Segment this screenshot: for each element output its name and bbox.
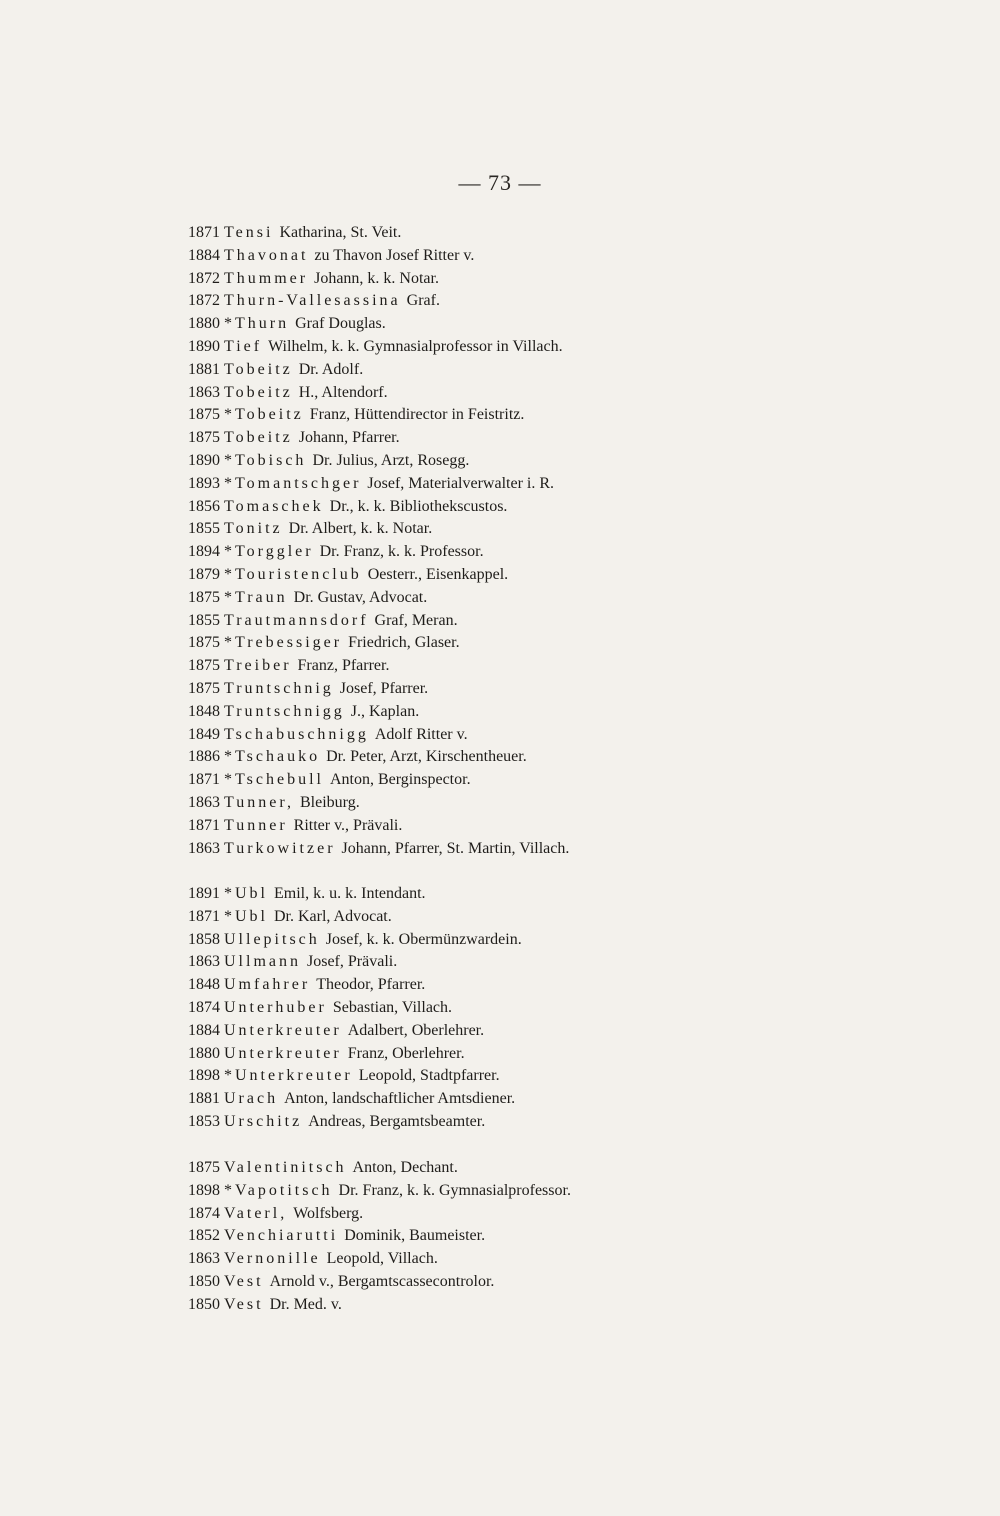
entry-year: 1872 xyxy=(188,269,220,287)
entry-name: Thavonat xyxy=(224,246,309,264)
entry-details: Graf Douglas. xyxy=(295,315,386,333)
entry-details: Josef, Materialverwalter i. R. xyxy=(367,474,555,492)
entry-name: Vaterl, xyxy=(224,1204,288,1222)
entry-name: Vest xyxy=(224,1272,264,1290)
entry-name: Urschitz xyxy=(224,1112,303,1130)
entry-year: 1863 xyxy=(188,793,220,811)
entry-year: 1871 xyxy=(188,816,220,834)
entry-name: Tobeitz xyxy=(224,360,293,378)
entry-name: Tobeitz xyxy=(224,429,293,447)
entry-year: 1853 xyxy=(188,1112,220,1130)
page-number: — 73 — xyxy=(458,170,542,195)
entry-name: Tschabuschnigg xyxy=(224,725,369,743)
list-item xyxy=(188,724,948,747)
entry-year: 1884 xyxy=(188,1021,220,1039)
list-item xyxy=(188,632,948,655)
entry-year: 1875 xyxy=(188,429,220,447)
list-item xyxy=(188,929,948,952)
entry-details: Dr., k. k. Bibliothekscustos. xyxy=(329,497,508,515)
entry-year: 1898 xyxy=(188,1067,220,1085)
entry-details: Anton, landschaftlicher Amtsdiener. xyxy=(284,1090,516,1108)
entry-details: Graf, Meran. xyxy=(374,611,458,629)
list-item xyxy=(188,1020,948,1043)
entry-name: Tomaschek xyxy=(224,497,324,515)
entry-name: Truntschnigg xyxy=(224,702,345,720)
entry-details: Dr. Franz, k. k. Gymnasialprofessor. xyxy=(338,1181,571,1199)
entry-year: 1880 xyxy=(188,315,220,333)
entry-name: *Unterkreuter xyxy=(224,1067,353,1085)
entry-name: Ullmann xyxy=(224,953,301,971)
entry-details: H., Altendorf. xyxy=(298,383,388,401)
list-item xyxy=(188,1203,948,1226)
entry-year: 1875 xyxy=(188,1159,220,1176)
entry-details: Ritter v., Prävali. xyxy=(293,816,403,834)
entry-year: 1874 xyxy=(188,998,220,1016)
entry-details: Andreas, Bergamtsbeamter. xyxy=(308,1112,486,1130)
entry-year: 1881 xyxy=(188,360,220,378)
list-item xyxy=(188,951,948,974)
entry-year: 1871 xyxy=(188,907,220,925)
entry-details: Josef, k. k. Obermünzwardein. xyxy=(325,930,522,948)
entry-details: Franz, Hüttendirector in Feistritz. xyxy=(309,406,525,424)
entry-year: 1848 xyxy=(188,702,220,720)
list-item xyxy=(188,404,948,427)
entry-year: 1879 xyxy=(188,565,220,583)
list-item xyxy=(188,541,948,564)
entry-details: Sebastian, Villach. xyxy=(332,998,453,1016)
list-item xyxy=(188,587,948,610)
entry-year: 1875 xyxy=(188,679,220,697)
list-item xyxy=(188,473,948,496)
entry-details: Dr. Albert, k. k. Notar. xyxy=(288,520,433,538)
entry-year: 1875 xyxy=(188,406,220,424)
list-item xyxy=(188,746,948,769)
entry-year: 1875 xyxy=(188,634,220,652)
entry-name: *Vapotitsch xyxy=(224,1181,333,1199)
list-item xyxy=(188,450,948,473)
entry-details: Dr. Peter, Arzt, Kirschentheuer. xyxy=(326,748,527,766)
entry-year: 1891 xyxy=(188,885,220,902)
section-u xyxy=(188,883,948,1134)
entry-name: Tobeitz xyxy=(224,383,293,401)
entry-year: 1890 xyxy=(188,451,220,469)
list-item xyxy=(188,997,948,1020)
entry-details: Anton, Dechant. xyxy=(352,1159,458,1176)
entry-name: Turkowitzer xyxy=(224,839,336,857)
list-item xyxy=(188,336,948,359)
entry-name: Unterkreuter xyxy=(224,1021,342,1039)
entry-details: Dr. Adolf. xyxy=(298,360,364,378)
entry-year: 1872 xyxy=(188,292,220,310)
entry-details: J., Kaplan. xyxy=(350,702,420,720)
list-item xyxy=(188,678,948,701)
list-item xyxy=(188,518,948,541)
entry-name: Tensi xyxy=(224,224,274,241)
entry-year: 1855 xyxy=(188,520,220,538)
list-item xyxy=(188,359,948,382)
entry-details: Graf. xyxy=(406,292,440,310)
list-item xyxy=(188,883,948,906)
entry-name: Vest xyxy=(224,1295,264,1313)
list-item xyxy=(188,610,948,633)
entry-details: Josef, Pfarrer. xyxy=(339,679,429,697)
entry-name: *Tobeitz xyxy=(224,406,304,424)
list-item xyxy=(188,815,948,838)
entry-details: Friedrich, Glaser. xyxy=(348,634,460,652)
entry-name: Thummer xyxy=(224,269,309,287)
list-item xyxy=(188,1088,948,1111)
list-item xyxy=(188,792,948,815)
list-item xyxy=(188,655,948,678)
entry-name: Venchiarutti xyxy=(224,1227,339,1245)
list-item xyxy=(188,1248,948,1271)
entry-details: Johann, Pfarrer, St. Martin, Villach. xyxy=(341,839,570,857)
entry-name: Valentinitsch xyxy=(224,1159,347,1176)
entry-details: Anton, Berginspector. xyxy=(329,771,471,789)
entry-year: 1890 xyxy=(188,337,220,355)
entry-year: 1871 xyxy=(188,224,220,241)
list-item xyxy=(188,290,948,313)
list-item xyxy=(188,245,948,268)
entry-details: Leopold, Villach. xyxy=(326,1250,438,1268)
entry-name: Umfahrer xyxy=(224,976,311,994)
list-item xyxy=(188,1180,948,1203)
entry-year: 1881 xyxy=(188,1090,220,1108)
entry-name: *Traun xyxy=(224,588,288,606)
entry-name: Truntschnig xyxy=(224,679,334,697)
entry-details: Josef, Prävali. xyxy=(307,953,398,971)
entry-details: Franz, Pfarrer. xyxy=(297,657,390,675)
list-item xyxy=(188,701,948,724)
section-t xyxy=(188,222,948,860)
entry-details: Dominik, Baumeister. xyxy=(344,1227,486,1245)
entry-name: Tunner, xyxy=(224,793,294,811)
entry-details: Leopold, Stadtpfarrer. xyxy=(358,1067,500,1085)
entry-name: *Tschauko xyxy=(224,748,321,766)
entry-name: *Thurn xyxy=(224,315,290,333)
entry-name: *Tobisch xyxy=(224,451,307,469)
list-item xyxy=(188,382,948,405)
entry-name: *Tschebull xyxy=(224,771,324,789)
entry-details: Adalbert, Oberlehrer. xyxy=(347,1021,485,1039)
entry-year: 1886 xyxy=(188,748,220,766)
entry-year: 1849 xyxy=(188,725,220,743)
list-item xyxy=(188,974,948,997)
entry-year: 1850 xyxy=(188,1295,220,1313)
entry-name: *Torggler xyxy=(224,543,314,561)
entry-details: Dr. Med. v. xyxy=(269,1295,342,1313)
entry-year: 1871 xyxy=(188,771,220,789)
entry-year: 1894 xyxy=(188,543,220,561)
section-v xyxy=(188,1157,948,1317)
entry-details: zu Thavon Josef Ritter v. xyxy=(314,246,475,264)
entry-details: Dr. Gustav, Advocat. xyxy=(293,588,428,606)
entry-name: *Ubl xyxy=(224,885,268,902)
list-item xyxy=(188,1157,948,1180)
entry-year: 1863 xyxy=(188,953,220,971)
entry-name: *Tomantschger xyxy=(224,474,362,492)
entry-year: 1863 xyxy=(188,839,220,857)
entry-name: Unterkreuter xyxy=(224,1044,342,1062)
list-item xyxy=(188,1271,948,1294)
entry-year: 1898 xyxy=(188,1181,220,1199)
list-item xyxy=(188,769,948,792)
entry-year: 1848 xyxy=(188,976,220,994)
entry-name: Treiber xyxy=(224,657,292,675)
entry-name: Tunner xyxy=(224,816,288,834)
entry-details: Dr. Franz, k. k. Professor. xyxy=(319,543,484,561)
list-item xyxy=(188,838,948,861)
list-item xyxy=(188,268,948,291)
entry-year: 1855 xyxy=(188,611,220,629)
entry-details: Johann, Pfarrer. xyxy=(298,429,400,447)
entry-name: Thurn-Vallesassina xyxy=(224,292,401,310)
entry-details: Dr. Julius, Arzt, Rosegg. xyxy=(312,451,470,469)
entry-year: 1858 xyxy=(188,930,220,948)
list-item xyxy=(188,427,948,450)
entry-details: Dr. Karl, Advocat. xyxy=(274,907,392,925)
entry-details: Emil, k. u. k. Intendant. xyxy=(274,885,426,902)
list-item xyxy=(188,1043,948,1066)
entry-name: *Ubl xyxy=(224,907,268,925)
entry-year: 1880 xyxy=(188,1044,220,1062)
entry-details: Wilhelm, k. k. Gymnasialprofessor in Villach. xyxy=(268,337,563,355)
entry-year: 1875 xyxy=(188,588,220,606)
entry-details: Arnold v., Bergamtscassecontrolor. xyxy=(269,1272,495,1290)
entry-year: 1875 xyxy=(188,657,220,675)
entry-year: 1863 xyxy=(188,383,220,401)
entry-name: Urach xyxy=(224,1090,279,1108)
entry-year: 1852 xyxy=(188,1227,220,1245)
entry-name: Trautmannsdorf xyxy=(224,611,369,629)
entry-details: Katharina, St. Veit. xyxy=(279,224,402,241)
entry-details: Bleiburg. xyxy=(300,793,360,811)
entry-details: Theodor, Pfarrer. xyxy=(316,976,426,994)
entry-name: Vernonille xyxy=(224,1250,321,1268)
list-item xyxy=(188,1065,948,1088)
entry-year: 1874 xyxy=(188,1204,220,1222)
list-item xyxy=(188,1225,948,1248)
entry-details: Wolfsberg. xyxy=(293,1204,364,1222)
entry-name: Tief xyxy=(224,337,263,355)
entry-year: 1893 xyxy=(188,474,220,492)
entry-year: 1863 xyxy=(188,1250,220,1268)
entry-name: *Touristenclub xyxy=(224,565,362,583)
entry-year: 1850 xyxy=(188,1272,220,1290)
entry-details: Johann, k. k. Notar. xyxy=(314,269,439,287)
entry-details: Franz, Oberlehrer. xyxy=(347,1044,465,1062)
list-item xyxy=(188,564,948,587)
entry-details: Adolf Ritter v. xyxy=(374,725,468,743)
list-item xyxy=(188,1294,948,1317)
entry-name: *Trebessiger xyxy=(224,634,343,652)
list-item xyxy=(188,1111,948,1134)
list-item xyxy=(188,906,948,929)
entry-name: Ullepitsch xyxy=(224,930,320,948)
entry-year: 1856 xyxy=(188,497,220,515)
list-item xyxy=(188,496,948,519)
entry-name: Unterhuber xyxy=(224,998,327,1016)
list-item xyxy=(188,222,948,245)
entry-details: Oesterr., Eisenkappel. xyxy=(367,565,509,583)
entry-name: Tonitz xyxy=(224,520,283,538)
entry-year: 1884 xyxy=(188,246,220,264)
list-item xyxy=(188,313,948,336)
